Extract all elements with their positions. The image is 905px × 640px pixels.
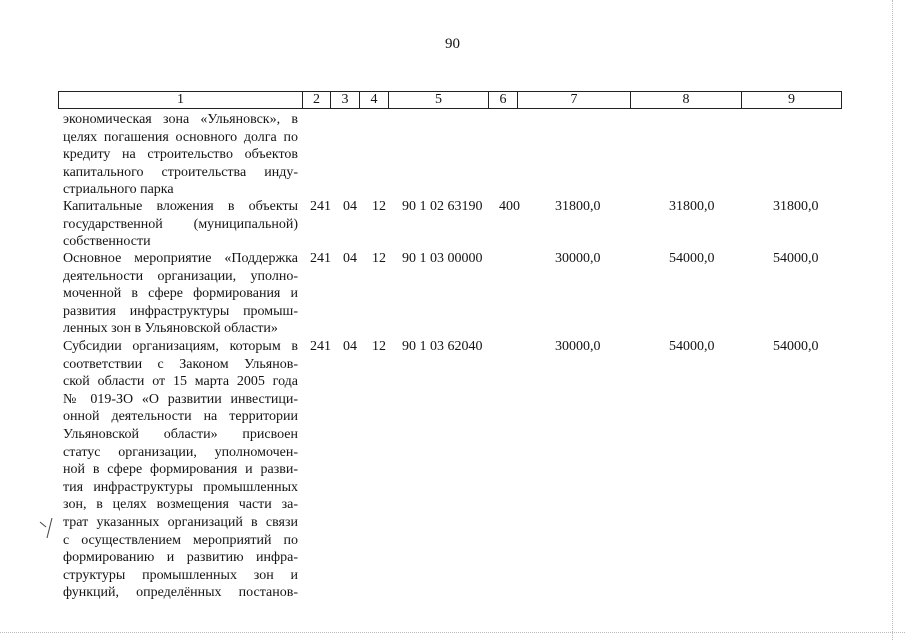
description-line: зон, в целях возмещения части за- (63, 497, 298, 513)
description-line: функций, определённых постанов- (63, 585, 298, 601)
header-col-1: 1 (59, 92, 303, 109)
header-col-3: 3 (331, 92, 360, 109)
row-description (63, 198, 298, 251)
header-col-9: 9 (742, 92, 842, 109)
description-line: капитального строительства инду- (63, 164, 298, 180)
column-header-table (58, 91, 842, 109)
section-code: 04 (343, 339, 357, 354)
header-col-4: 4 (360, 92, 389, 109)
header-col-6: 6 (489, 92, 518, 109)
row-description (63, 250, 298, 338)
amount-col-8: 54000,0 (669, 339, 715, 354)
row-description (63, 338, 298, 602)
description-line: экономическая зона «Ульяновск», в (63, 112, 298, 127)
amount-col-9: 54000,0 (773, 339, 819, 354)
description-line: моченной в сфере формирования и (63, 286, 298, 302)
amount-col-9: 54000,0 (773, 251, 819, 266)
description-line: структуры промышленных зон и (63, 567, 298, 583)
ved-code: 241 (310, 251, 331, 266)
header-row (59, 92, 842, 109)
expense-type-code: 400 (499, 199, 520, 214)
target-article-code: 90 1 02 63190 (402, 199, 483, 214)
description-line: деятельности организации, уполно- (63, 268, 298, 284)
description-line: государственной (муниципальной) (63, 216, 298, 232)
description-line: ной в сфере формирования и разви- (63, 462, 298, 478)
description-line: собственности (63, 234, 151, 250)
page-number: 90 (445, 36, 460, 52)
scan-edge-right (892, 0, 893, 640)
description-line: ской области от 15 марта 2005 года (63, 374, 298, 390)
subsection-code: 12 (372, 251, 386, 266)
amount-col-8: 54000,0 (669, 251, 715, 266)
section-code: 04 (343, 199, 357, 214)
header-col-8: 8 (631, 92, 742, 109)
description-line: с осуществлением мероприятий по (63, 532, 298, 548)
description-line: целях погашения основного долга по (63, 129, 298, 145)
description-line: ленных зон в Ульяновской области» (63, 321, 278, 337)
subsection-code: 12 (372, 199, 386, 214)
amount-col-7: 30000,0 (555, 251, 601, 266)
target-article-code: 90 1 03 62040 (402, 339, 483, 354)
section-code: 04 (343, 251, 357, 266)
description-line: трат указанных организаций в связи (63, 514, 298, 530)
description-line: развития инфраструктуры промыш- (63, 303, 298, 319)
description-line: кредиту на строительство объектов (63, 147, 298, 163)
amount-col-7: 30000,0 (555, 339, 601, 354)
description-line: № 019-ЗО «О развитии инвестици- (63, 391, 298, 407)
header-col-2: 2 (303, 92, 331, 109)
subsection-code: 12 (372, 339, 386, 354)
description-line: статус организации, уполномочен- (63, 444, 298, 460)
description-line: онной деятельности на территории (63, 409, 298, 425)
header-col-7: 7 (518, 92, 631, 109)
description-line: Капитальные вложения в объекты (63, 199, 298, 214)
target-article-code: 90 1 03 00000 (402, 251, 483, 266)
ved-code: 241 (310, 199, 331, 214)
row-description (63, 111, 298, 199)
amount-col-8: 31800,0 (669, 199, 715, 214)
header-col-5: 5 (389, 92, 489, 109)
description-line: Ульяновской области» присвоен (63, 426, 298, 442)
description-line: стриального парка (63, 182, 174, 198)
description-line: Субсидии организациям, которым в (63, 339, 298, 354)
description-line: тия инфраструктуры промышленных (63, 479, 298, 495)
scan-edge-bottom (0, 632, 905, 633)
amount-col-7: 31800,0 (555, 199, 601, 214)
ved-code: 241 (310, 339, 331, 354)
description-line: формированию и развитию инфра- (63, 550, 298, 566)
margin-pencil-mark (38, 516, 60, 540)
amount-col-9: 31800,0 (773, 199, 819, 214)
description-line: соответствии с Законом Ульянов- (63, 356, 298, 372)
description-line: Основное мероприятие «Поддержка (63, 251, 298, 266)
